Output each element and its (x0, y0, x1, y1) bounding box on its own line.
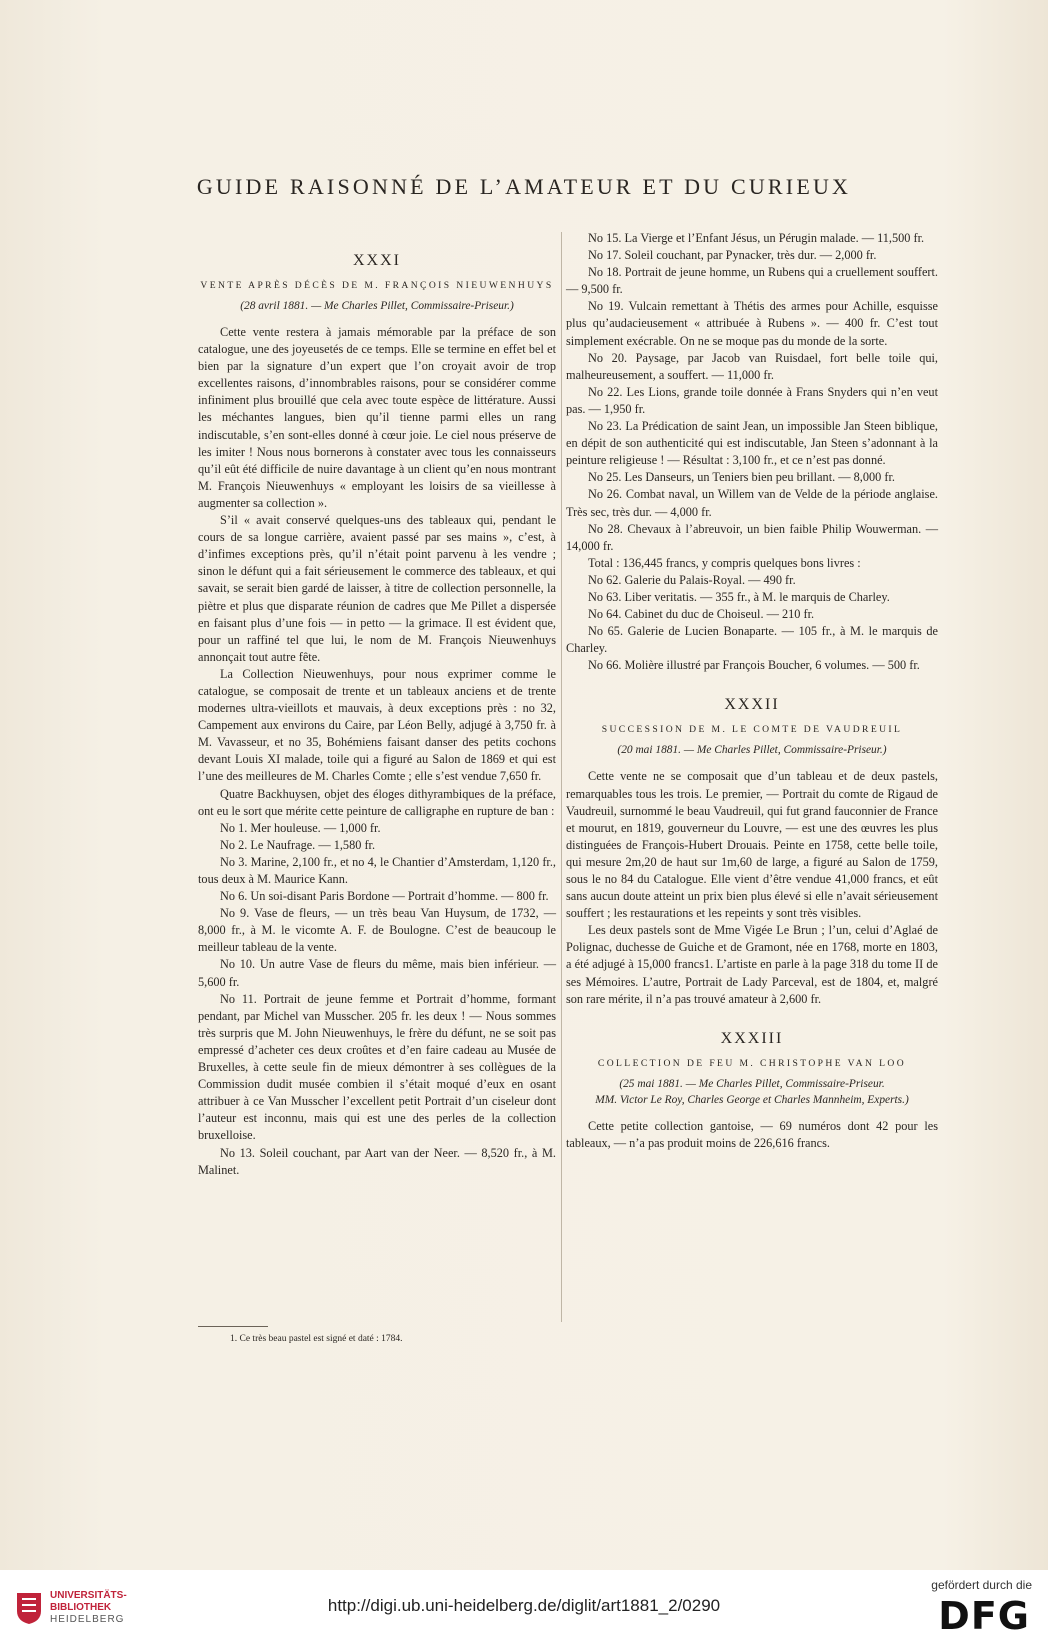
lot-entry: No 9. Vase de fleurs, — un très beau Van Huysum, de 1732, — 8,000 fr., à M. le vicomte A. F. de Boulogne. C’est de beaucoup le meilleur tableau de la vente. (198, 906, 556, 955)
lot-entry: No 3. Marine, 2,100 fr., et no 4, le Chantier d’Amsterdam, 1,120 fr., tous deux à M. Maurice Kann. (198, 854, 556, 886)
permalink-url[interactable]: http://digi.ub.uni-heidelberg.de/diglit/art1881_2/0290 (327, 1596, 721, 1615)
total-line: Total : 136,445 francs, y compris quelques bons livres : (588, 555, 861, 570)
paragraph: Les deux pastels sont de Mme Vigée Le Brun ; l’un, celui d’Aglaé de Polignac, duchesse de Guiche et de Gramont, née en 1768, morte en 1803, a été adjugé à 15,000 francs1. L’artiste en parle à la page 318 du tome II de ses Mémoires. L’autre, Portrait de Lady Parceval, est de 1804, et, malgré son rare mérite, il n’a pas trouvé amateur à 2,600 fr. (566, 923, 938, 1006)
paragraph: Cette vente ne se composait que d’un tableau et de deux pastels, remarquables tous les trois. Le premier, — Portrait du comte de Rigaud de Vaudreuil, surnommé le beau Vaudreuil, qui fut grand fauconnier de France et mourut, en 1819, gouverneur du Louvre, — est une des œuvres les plus distinguées de François-Hubert Drouais. Peinte en 1758, cette belle toile, qui mesure 2m,20 de haut sur 1m,60 de large, a figuré au Salon de 1759, sous le no 84 du Catalogue. Elle vient d’être vendue 41,000 francs, et eût sans aucun doute atteint un prix bien plus élevé si elle n’avait sérieusement souffert ; les restaurations et les repeints y sont très visibles. (566, 769, 938, 921)
footnote-rule (198, 1326, 268, 1327)
lot-entry: No 20. Paysage, par Jacob van Ruisdael, fort belle toile qui, malheureusement, a souffert. — 11,000 fr. (566, 350, 938, 382)
paragraph: S’il « avait conservé quelques-uns des tableaux qui, pendant le cours de sa longue carrière, avaient passé par ses mains », c’est, à d’infimes exceptions près, qu’il n’était point parvenu à les vendre ; sinon le défunt qui a fait sérieusement le commerce des tableaux, et qui savait, se serait bien gardé de laisser, à titre de collection personnelle, la piètre et plus que disparate réunion de cadres que Me Pillet a dispersée en faisant plus d’une fois — in petto — la grimace. Il est évident que, pour un raffiné tel que lui, le nom de M. François Nieuwenhuys annonçait tout autre fête. (198, 513, 556, 664)
section-title-33: COLLECTION DE FEU M. CHRISTOPHE VAN LOO (597, 1057, 907, 1069)
footnote: 1. Ce très beau pastel est signé et daté : 1784. (230, 1334, 403, 1344)
section-meta-32: (20 mai 1881. — Me Charles Pillet, Commissaire-Priseur.) (617, 744, 887, 757)
section-meta-33 (566, 1076, 938, 1108)
lot-entry: No 66. Molière illustré par François Boucher, 6 volumes. — 500 fr. (588, 658, 920, 673)
viewer-footer (0, 1570, 1048, 1646)
funding-label: gefördert durch die (931, 1578, 1032, 1592)
running-title: GUIDE RAISONNÉ DE L’AMATEUR ET DU CURIEUX (196, 174, 852, 199)
section-meta-33-line2: MM. Victor Le Roy, Charles George et Charles Mannheim, Experts.) (595, 1093, 909, 1106)
lot-entry: No 26. Combat naval, un Willem van de Velde de la période anglaise. Très sec, très dur. — 4,000 fr. (566, 487, 938, 519)
section-number-33: XXXIII (720, 1029, 784, 1047)
left-column (198, 230, 556, 1179)
section-meta-31: (28 avril 1881. — Me Charles Pillet, Commissaire-Priseur.) (240, 300, 514, 312)
lot-entry: No 10. Un autre Vase de fleurs du même, mais bien inférieur. — 5,600 fr. (198, 957, 556, 989)
section-title-32: SUCCESSION DE M. LE COMTE DE VAUDREUIL (601, 724, 903, 736)
section-title-31: VENTE APRÈS DÉCÈS DE M. FRANÇOIS NIEUWENHUYS (200, 280, 554, 291)
section-number-31: XXXI (353, 252, 401, 269)
section-number-32: XXXII (724, 696, 780, 714)
uni-line-3: HEIDELBERG (50, 1614, 125, 1625)
paragraph: Cette vente restera à jamais mémorable par la préface de son catalogue, une des joyeusetés de ce temps. Elle se termine en effet bel et bien par la signature d’un expert que l’on croyait avoir de trop excellentes raisons, d’innombrables raisons, pour se considérer comme infiniment plus brouillé que cela avec toute espèce de littérature. Aussi les méchantes langues, bien qu’il tienne parmi elles un rang indiscutable, s’en sont-elles donné à cœur joie. Le ciel nous préserve de les imiter ! Nous nous bornerons à constater avec tous les connaisseurs qu’il eût été difficile de nuire davantage à un client qu’en nous montrant M. François Nieuwenhuys « employant les loisirs de sa vieillesse à augmenter sa collection ». (198, 325, 556, 510)
lot-entry: No 28. Chevaux à l’abreuvoir, un bien faible Philip Wouwerman. — 14,000 fr. (566, 521, 938, 553)
lot-entry: No 25. Les Danseurs, un Teniers bien peu brillant. — 8,000 fr. (588, 470, 895, 485)
uni-line-1: UNIVERSITÄTS- (50, 1590, 127, 1601)
lot-entry: No 17. Soleil couchant, par Pynacker, très dur. — 2,000 fr. (588, 248, 877, 263)
lot-entry: No 18. Portrait de jeune homme, un Rubens qui a cruellement souffert. — 9,500 fr. (566, 265, 938, 297)
lot-entry: No 19. Vulcain remettant à Thétis des armes pour Achille, esquisse plus qu’audacieusement « attribuée à Rubens ». — 400 fr. C’est tout simplement exécrable. On ne se moque pas du monde de la sorte. (566, 299, 938, 348)
lot-entry: No 64. Cabinet du duc de Choiseul. — 210 fr. (588, 607, 815, 622)
lot-entry: No 6. Un soi-disant Paris Bordone — Portrait d’homme. — 800 fr. (220, 889, 549, 904)
lot-entry: No 65. Galerie de Lucien Bonaparte. — 105 fr., à M. le marquis de Charley. (566, 624, 938, 656)
paragraph: Quatre Backhuysen, objet des éloges dithyrambiques de la préface, ont eu le sort que mérite cette peinture de calligraphe en rupture de ban : (198, 786, 556, 818)
paragraph: La Collection Nieuwenhuys, pour nous exprimer comme le catalogue, se composait de trente et un tableaux anciens et de trente modernes ultra-vieillots et mauvais, à deux exceptions près : no 32, Campement aux environs du Caire, par Léon Belly, adjugé à 3,750 fr. à M. Vavasseur, et no 35, Bohémiens faisant danser des petits cochons devant Louis XI malade, toile qui a figuré au Salon de 1869 et qui est l’une des meilleures de M. Charles Comte ; elle s’est vendue 7,650 fr. (198, 666, 556, 784)
column-rule (561, 232, 562, 1322)
lot-entry: No 11. Portrait de jeune femme et Portrait d’homme, formant pendant, par Michel van Musscher. 205 fr. les deux ! — Nous sommes très surpris que M. John Nieuwenhuys, le frère du défunt, ne se soit pas empressé d’acheter ces deux croûtes et d’en faire cadeau au Musée de Bruxelles, à cette seule fin de mieux démontrer à ses collègues de la Commission dudit musée combien il s’était moqué d’eux en osant attribuer à ce Van Musscher l’excellent petit Portrait d’un ciseleur dont l’auteur est inconnu, mais qui est une des perles de la collection bruxelloise. (198, 991, 556, 1143)
lot-entry: No 1. Mer houleuse. — 1,000 fr. (220, 820, 381, 835)
lot-entry: No 62. Galerie du Palais-Royal. — 490 fr. (588, 572, 796, 587)
lot-entry: No 2. Le Naufrage. — 1,580 fr. (220, 837, 376, 852)
lot-entry: No 23. La Prédication de saint Jean, un impossible Jan Steen biblique, en dépit de son authenticité qui est indiscutable, Jan Steen s’adonnant à la peinture religieuse ! — Résultat : 3,100 fr., et ce n’est pas donné. (566, 419, 938, 468)
right-column (566, 230, 938, 1152)
section-meta-33-line1: (25 mai 1881. — Me Charles Pillet, Commissaire-Priseur. (619, 1077, 885, 1090)
lot-entry: No 22. Les Lions, grande toile donnée à Frans Snyders qui n’en veut pas. — 1,950 fr. (566, 384, 938, 416)
lot-entry: No 13. Soleil couchant, par Aart van der Neer. — 8,520 fr., à M. Malinet. (198, 1145, 556, 1177)
lot-entry: No 15. La Vierge et l’Enfant Jésus, un Pérugin malade. — 11,500 fr. (588, 231, 925, 245)
dfg-logo[interactable]: DFG (938, 1594, 1030, 1638)
lot-entry: No 63. Liber veritatis. — 355 fr., à M. le marquis de Charley. (588, 589, 890, 604)
uni-line-2: BIBLIOTHEK (50, 1602, 112, 1613)
paragraph: Cette petite collection gantoise, — 69 numéros dont 42 pour les tableaux, — n’a pas produit moins de 226,616 francs. (566, 1118, 938, 1150)
